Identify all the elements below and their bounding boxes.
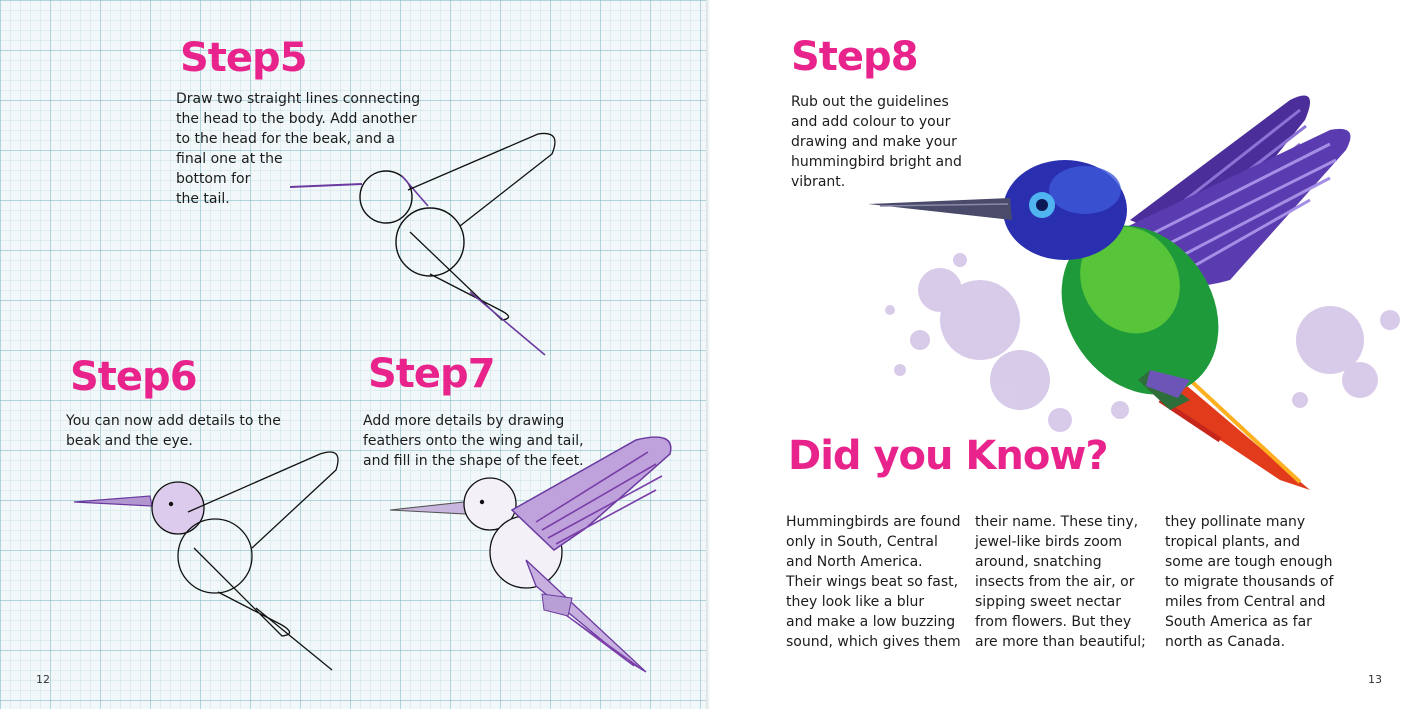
page-number-left: 12 [36, 673, 50, 686]
did-you-know-column-2: their name. These tiny, jewel-like birds zoom around, snatching insects from the air, or sipping sweet nectar from flowers. But they are more than beautiful; [975, 514, 1146, 650]
step8-title: Step8 [791, 34, 918, 80]
step6-drawing [70, 440, 370, 680]
step6-text: You can now add details to the beak and the eye. [66, 413, 281, 449]
step5-title: Step5 [180, 35, 307, 81]
did-you-know-column-3: they pollinate many tropical plants, and some are tough enough to migrate thousands of miles from Central and South America as far north as Canada. [1165, 514, 1334, 650]
step5-text: Draw two straight lines connecting the head to the body. Add another to the head for the beak, and a final one at the bottom for the tail. [176, 91, 421, 207]
step5-drawing [280, 120, 580, 370]
did-you-know-column-1: Hummingbirds are found only in South, Central and North America. Their wings beat so fast, they look like a blur and make a low buzzing sound, which gives them [786, 514, 961, 650]
step8-text: Rub out the guidelines and add colour to your drawing and make your hummingbird bright and vibrant. [791, 94, 962, 190]
step7-text: Add more details by drawing feathers onto the wing and tail, and fill in the shape of the feet. [363, 413, 584, 469]
left-page [0, 0, 706, 709]
beak [868, 198, 1012, 220]
page-number-right: 13 [1368, 673, 1382, 686]
head [1003, 160, 1127, 260]
step7-title: Step7 [368, 351, 495, 397]
step6-title: Step6 [70, 354, 197, 400]
right-page [710, 0, 1417, 709]
step7-drawing [386, 430, 686, 680]
did-you-know-title: Did you Know? [788, 433, 1108, 479]
